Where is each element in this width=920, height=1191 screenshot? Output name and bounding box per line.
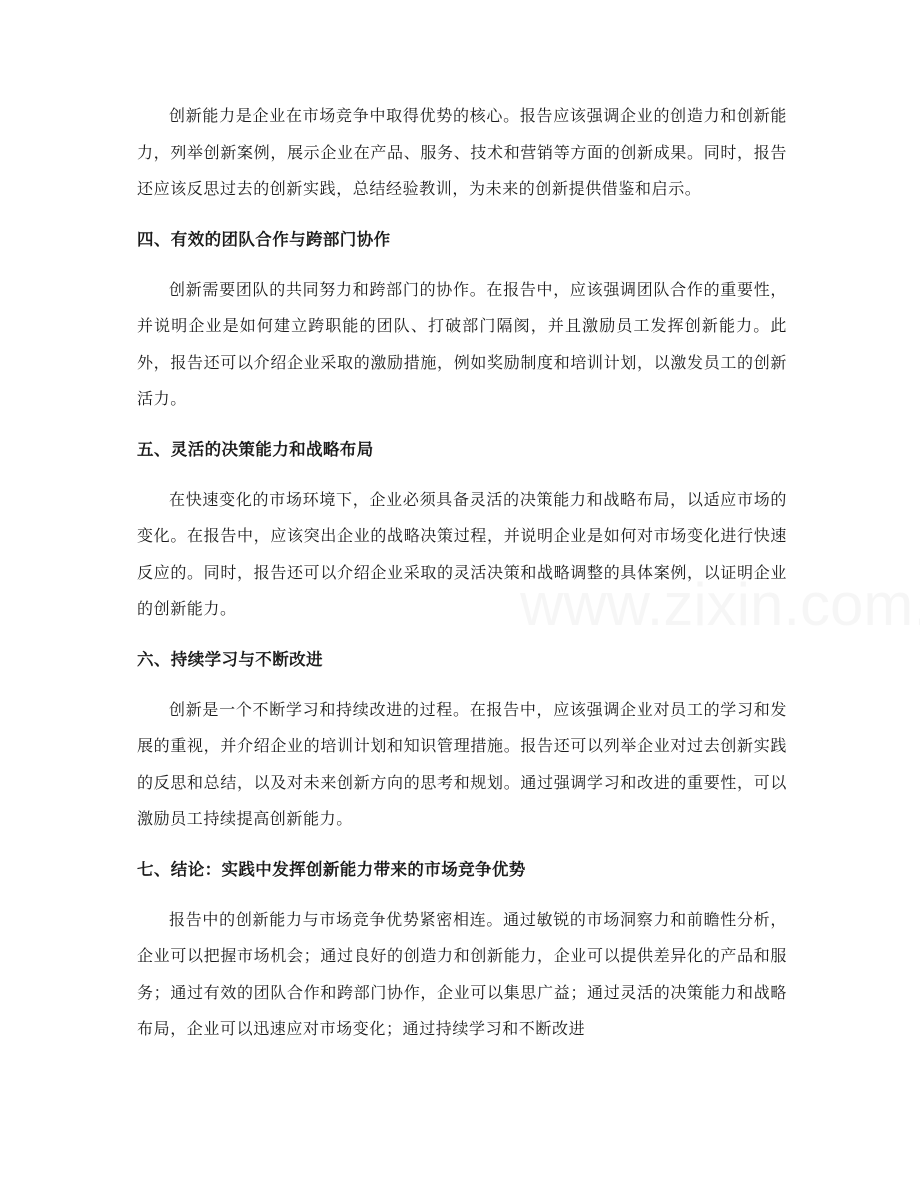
intro-paragraph: 创新能力是企业在市场竞争中取得优势的核心。报告应该强调企业的创造力和创新能力，列举创新案例，展示企业在产品、服务、技术和营销等方面的创新成果。同时，报告还应该反思过去的创新实践，总结经验教训，为未来的创新提供借鉴和启示。 <box>137 106 787 198</box>
section-paragraph-6: 创新是一个不断学习和持续改进的过程。在报告中，应该强调企业对员工的学习和发展的重视，并介绍企业的培训计划和知识管理措施。报告还可以列举企业对过去创新实践的反思和总结，以及对未来创新方向的思考和规划。通过强调学习和改进的重要性，可以激励员工持续提高创新能力。 <box>137 699 787 828</box>
section-paragraph-5: 在快速变化的市场环境下，企业必须具备灵活的决策能力和战略布局，以适应市场的变化。在报告中，应该突出企业的战略决策过程，并说明企业是如何对市场变化进行快速反应的。同时，报告还可以介绍企业采取的灵活决策和战略调整的具体案例，以证明企业的创新能力。 <box>137 489 787 618</box>
section-heading-6: 六、持续学习与不断改进 <box>137 649 323 669</box>
section-paragraph-4: 创新需要团队的共同努力和跨部门的协作。在报告中，应该强调团队合作的重要性，并说明企业是如何建立跨职能的团队、打破部门隔阂，并且激励员工发挥创新能力。此外，报告还可以介绍企业采取的激励措施，例如奖励制度和培训计划，以激发员工的创新活力。 <box>137 279 787 408</box>
section-heading-4: 四、有效的团队合作与跨部门协作 <box>137 229 391 249</box>
document-body <box>137 98 787 1048</box>
section-heading-7: 七、结论：实践中发挥创新能力带来的市场竞争优势 <box>137 859 526 879</box>
section-paragraph-7: 报告中的创新能力与市场竞争优势紧密相连。通过敏锐的市场洞察力和前瞻性分析，企业可以把握市场机会；通过良好的创造力和创新能力，企业可以提供差异化的产品和服务；通过有效的团队合作和跨部门协作，企业可以集思广益；通过灵活的决策能力和战略布局，企业可以迅速应对市场变化；通过持续学习和不断改进 <box>137 909 787 1038</box>
section-heading-5: 五、灵活的决策能力和战略布局 <box>137 439 374 459</box>
